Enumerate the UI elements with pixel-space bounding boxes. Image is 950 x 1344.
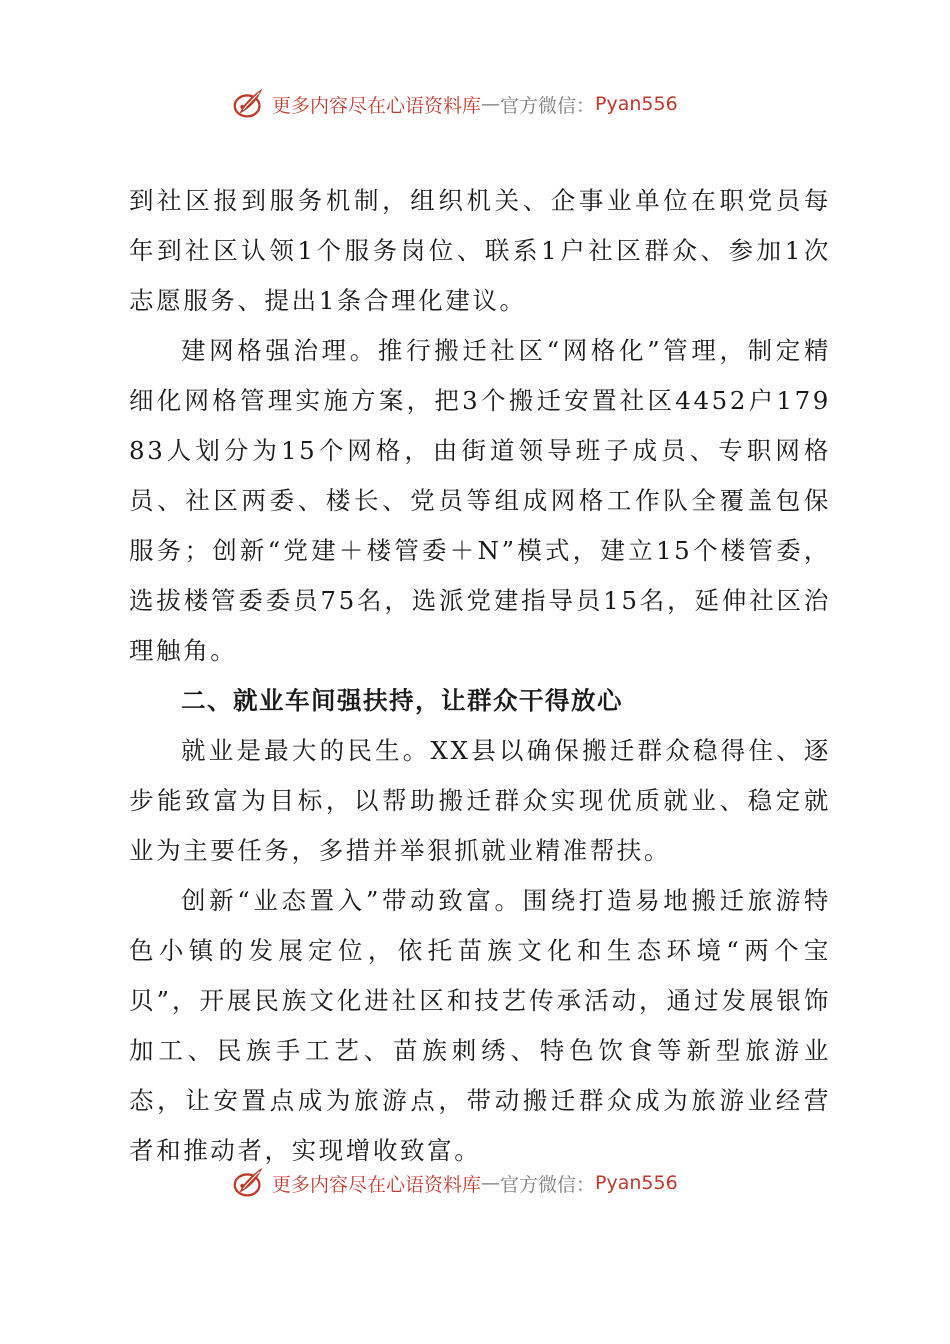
document-body [129, 176, 831, 1176]
paragraph: 到社区报到服务机制，组织机关、企事业单位在职党员每年到社区认领1个服务岗位、联系1户社区群众、参加1次志愿服务、提出1条合理化建议。 [129, 186, 831, 315]
watermark-dash: — [481, 1172, 501, 1194]
quill-logo-icon [230, 1164, 268, 1202]
watermark-dash: — [481, 93, 501, 115]
watermark-brand: 更多内容尽在心语资料库 [272, 94, 482, 117]
paragraph: 创新“业态置入”带动致富。围绕打造易地搬迁旅游特色小镇的发展定位，依托苗族文化和生态环境“两个宝贝”，开展民族文化进社区和技艺传承活动，通过发展银饰加工、民族手工艺、苗族刺绣、特色饮食等新型旅游业态，让安置点成为旅游点，带动搬迁群众成为旅游业经营者和推动者，实现增收致富。 [129, 886, 831, 1165]
watermark-id: Pyan556 [595, 1172, 678, 1194]
watermark-brand: 更多内容尽在心语资料库 [272, 1173, 482, 1196]
watermark-id: Pyan556 [595, 93, 678, 115]
watermark-label: 官方微信： [500, 94, 596, 117]
paragraph: 建网格强治理。推行搬迁社区“网格化”管理，制定精细化网格管理实施方案，把3个搬迁安置社区4452户17983人划分为15个网格，由街道领导班子成员、专职网格员、社区两委、楼长、党员等组成网格工作队全覆盖包保服务；创新“党建＋楼管委＋N”模式，建立15个楼管委，选拔楼管委委员75名，选派党建指导员15名，延伸社区治理触角。 [129, 336, 831, 665]
watermark-header [230, 84, 750, 124]
quill-logo-icon [230, 85, 268, 123]
watermark-footer [230, 1163, 750, 1203]
paragraph: 就业是最大的民生。XX县以确保搬迁群众稳得住、逐步能致富为目标，以帮助搬迁群众实现优质就业、稳定就业为主要任务，多措并举狠抓就业精准帮扶。 [129, 736, 831, 865]
section-heading: 二、就业车间强扶持，让群众干得放心 [181, 686, 623, 715]
watermark-label: 官方微信： [500, 1173, 596, 1196]
